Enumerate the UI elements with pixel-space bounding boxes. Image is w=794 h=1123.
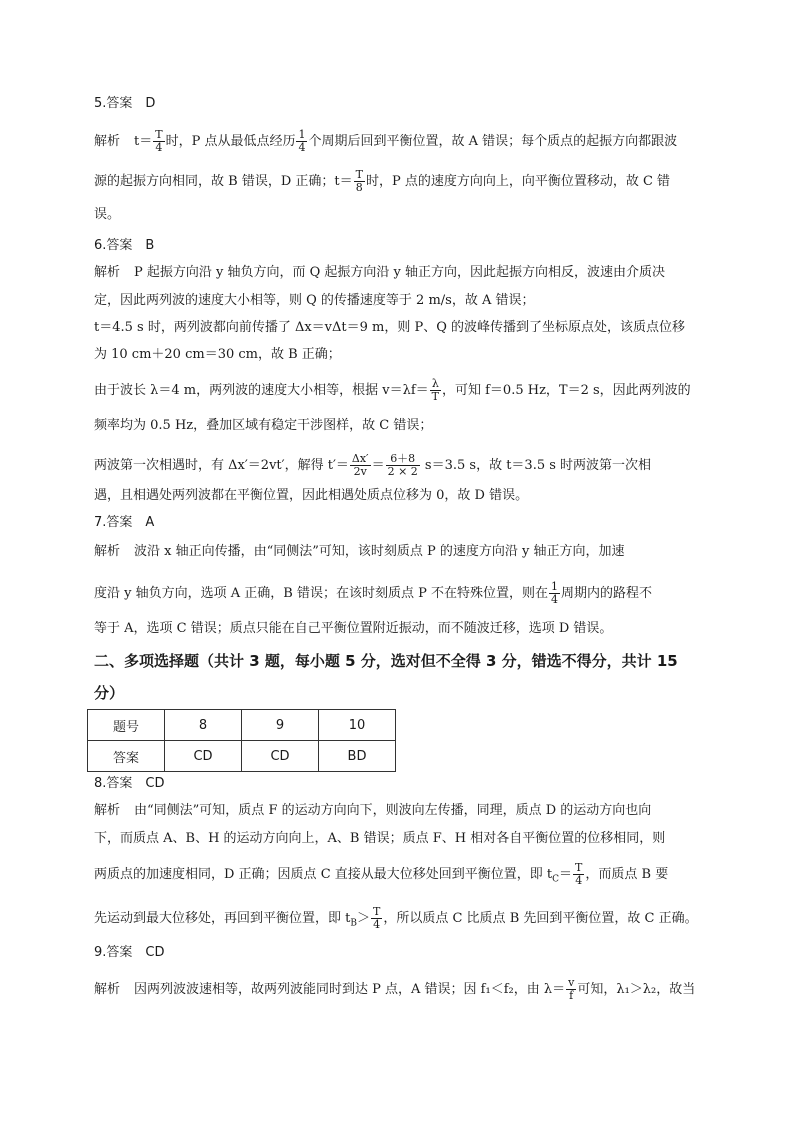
analysis-label: 解析 xyxy=(94,265,121,280)
section-heading: 二、多项选择题（共计 3 题，每小题 5 分，选对但不全得 3 分，错选不得分，共计 15 xyxy=(94,652,678,670)
q8-answer: 8.答案 CD xyxy=(94,776,165,791)
q7-analysis-line-1: 解析 波沿 x 轴正向传播，由“同侧法”可知，该时刻质点 P 的速度方向沿 y 轴正方向，加速 xyxy=(94,544,625,559)
q6-analysis-line-3: t＝4.5 s 时，两列波都向前传播了 Δx＝vΔt＝9 m，则 P、Q 的波峰传播到了坐标原点处，该质点位移 xyxy=(94,320,686,335)
q5-analysis-line-2: 源的起振方向相同，故 B 错误，D 正确；t＝ $\frac{T}{8}$ 时，P 点的速度方向向上，向平衡位置移动，故 C 错 xyxy=(94,168,671,194)
fraction: $\frac{\Delta x'}{2v}$ xyxy=(351,452,369,478)
q7-analysis-line-3: 等于 A，选项 C 错误；质点只能在自己平衡位置附近振动，而不随波迁移，选项 D 错误。 xyxy=(94,621,613,636)
fraction: $\frac{1}{4}$ xyxy=(550,580,558,606)
fraction: $\frac{1}{4}$ xyxy=(298,128,306,154)
q9-answer: 9.答案 CD xyxy=(94,945,165,960)
table-cell: 题号 xyxy=(88,710,165,741)
fraction: $\frac{T}{4}$ xyxy=(575,861,583,887)
q6-analysis-line-1: 解析 P 起振方向沿 y 轴负方向，而 Q 起振方向沿 y 轴正方向，因此起振方向相反，波速由介质决 xyxy=(94,265,666,280)
q9-analysis-line-1: 解析 因两列波波速相等，故两列波能同时到达 P 点，A 错误；因 f₁＜f₂，由 λ＝ $\frac{v}{f}$ 可知，λ₁＞λ₂，故当 xyxy=(94,976,696,1002)
fraction: $\frac{6+8}{2 \times 2}$ xyxy=(387,452,418,478)
q8-analysis-line-3: 两质点的加速度相同，D 正确；因质点 C 直接从最大位移处回到平衡位置，即 $t_C=$ $\frac{T}{4}$ ，而质点 B 要 xyxy=(94,861,669,887)
table-cell: BD xyxy=(319,741,396,772)
fraction: $\frac{v}{f}$ xyxy=(568,976,575,1002)
table-cell: 9 xyxy=(242,710,319,741)
q8-analysis-line-4: 先运动到最大位移处，再回到平衡位置，即 $t_B>$ $\frac{T}{4}$ ，所以质点 C 比质点 B 先回到平衡位置，故 C 正确。 xyxy=(94,905,698,931)
q6-answer: 6.答案 B xyxy=(94,238,155,253)
answer-table xyxy=(87,709,396,772)
analysis-label: 解析 xyxy=(94,134,121,149)
table-row xyxy=(88,741,396,772)
table-cell: 答案 xyxy=(88,741,165,772)
section-heading-cont: 分） xyxy=(94,684,125,702)
table-cell: 8 xyxy=(165,710,242,741)
q6-analysis-line-4: 为 10 cm＋20 cm＝30 cm，故 B 正确； xyxy=(94,347,341,362)
fraction: $\frac{T}{4}$ xyxy=(155,128,163,154)
analysis-label: 解析 xyxy=(94,544,121,559)
q6-analysis-line-6: 频率均为 0.5 Hz，叠加区域有稳定干涉图样，故 C 错误； xyxy=(94,418,433,433)
q7-analysis-line-2: 度沿 y 轴负方向，选项 A 正确，B 错误；在该时刻质点 P 不在特殊位置，则在 $\frac{1}{4}$ 周期内的路程不 xyxy=(94,580,652,606)
fraction: $\frac{T}{4}$ xyxy=(373,905,381,931)
table-cell: CD xyxy=(165,741,242,772)
fraction: $\frac{T}{8}$ xyxy=(355,168,363,194)
q8-analysis-line-1: 解析 由“同侧法”可知，质点 F 的运动方向向下，则波向左传播，同理，质点 D 的运动方向也向 xyxy=(94,803,652,818)
q8-analysis-line-2: 下，而质点 A、B、H 的运动方向向上，A、B 错误；质点 F、H 相对各自平衡位置的位移相同，则 xyxy=(94,831,666,846)
table-cell: 10 xyxy=(319,710,396,741)
analysis-label: 解析 xyxy=(94,982,121,997)
table-cell: CD xyxy=(242,741,319,772)
q6-analysis-line-8: 遇，且相遇处两列波都在平衡位置，因此相遇处质点位移为 0，故 D 错误。 xyxy=(94,488,529,503)
q5-answer: 5.答案 D xyxy=(94,96,156,111)
q6-analysis-line-2: 定，因此两列波的速度大小相等，则 Q 的传播速度等于 2 m/s，故 A 错误； xyxy=(94,293,535,308)
q6-analysis-line-7: 两波第一次相遇时，有 Δx′＝2vt′，解得 t′＝ $\frac{\Delta x'}{2v}$ ＝ $\frac{6+8}{2 \times 2}$ s＝3.5 s，故 t＝3.5 s 时两波第一次相 xyxy=(94,452,652,478)
q5-analysis-line-1: 解析 t＝ $\frac{T}{4}$ 时，P 点从最低点经历 $\frac{1}{4}$ 个周期后回到平衡位置，故 A 错误；每个质点的起振方向都跟波 xyxy=(94,128,678,154)
fraction: $\frac{\lambda}{T}$ xyxy=(431,377,439,403)
q5-analysis-line-3: 误。 xyxy=(94,207,121,222)
analysis-label: 解析 xyxy=(94,803,121,818)
table-row xyxy=(88,710,396,741)
q6-analysis-line-5: 由于波长 λ＝4 m，两列波的速度大小相等，根据 v＝λf＝ $\frac{\lambda}{T}$ ，可知 f＝0.5 Hz，T＝2 s，因此两列波的 xyxy=(94,377,691,403)
q7-answer: 7.答案 A xyxy=(94,515,155,530)
